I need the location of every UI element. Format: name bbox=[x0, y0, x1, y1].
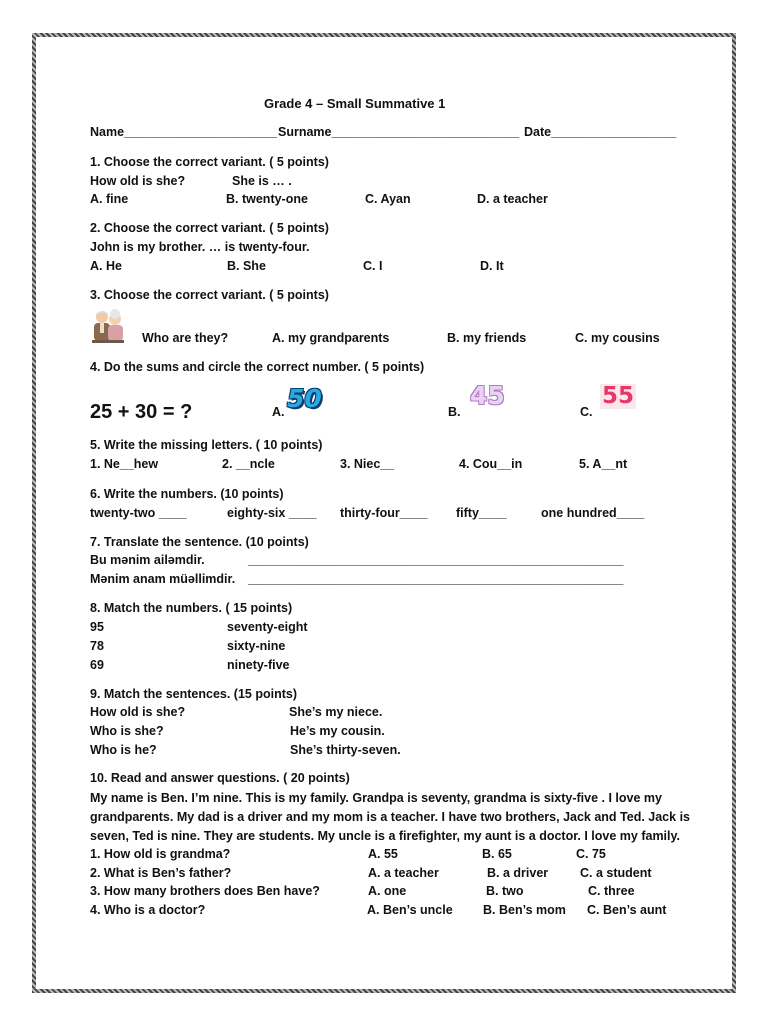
q5-item-3: 3. Niec__ bbox=[340, 457, 395, 471]
q9-left-2: Who is she? bbox=[90, 724, 164, 738]
q10-q4-option-b: B. Ben’s mom bbox=[483, 903, 566, 917]
q10-q4-option-c: C. Ben’s aunt bbox=[587, 903, 667, 917]
q1-prompt: She is … . bbox=[232, 174, 292, 188]
q10-question-3: 3. How many brothers does Ben have? bbox=[90, 884, 320, 898]
q4-sum: 25 + 30 = ? bbox=[90, 401, 193, 423]
q3-question: Who are they? bbox=[142, 331, 229, 345]
q4-number-45: 45 bbox=[470, 381, 505, 410]
q10-q3-option-b: B. two bbox=[486, 884, 524, 898]
q6-item-3: thirty-four____ bbox=[340, 506, 428, 520]
q10-question-4: 4. Who is a doctor? bbox=[90, 903, 206, 917]
q7-sentence-2: Mənim anam müəllimdir. bbox=[90, 572, 236, 586]
q10-q2-option-b: B. a driver bbox=[487, 866, 549, 880]
q6-item-4: fifty____ bbox=[456, 506, 507, 520]
q8-left-2: 78 bbox=[90, 639, 104, 653]
grandparents-icon bbox=[90, 306, 126, 344]
q8-left-3: 69 bbox=[90, 658, 104, 672]
q10-heading: 10. Read and answer questions. ( 20 points) bbox=[90, 771, 350, 785]
q2-option-c: C. I bbox=[363, 259, 383, 273]
q10-q2-option-a: A. a teacher bbox=[368, 866, 439, 880]
q3-heading: 3. Choose the correct variant. ( 5 points) bbox=[90, 288, 329, 302]
q10-question-2: 2. What is Ben’s father? bbox=[90, 866, 232, 880]
q1-option-c: C. Ayan bbox=[365, 192, 411, 206]
q5-item-4: 4. Cou__in bbox=[459, 457, 523, 471]
q3-option-b: B. my friends bbox=[447, 331, 527, 345]
q2-option-a: A. He bbox=[90, 259, 122, 273]
q1-heading: 1. Choose the correct variant. ( 5 points) bbox=[90, 155, 329, 169]
q1-option-b: B. twenty-one bbox=[226, 192, 308, 206]
q4-heading: 4. Do the sums and circle the correct number. ( 5 points) bbox=[90, 360, 425, 374]
name-field: Name______________________ bbox=[90, 125, 277, 139]
q8-right-3: ninety-five bbox=[227, 658, 290, 672]
q9-right-3: She’s thirty-seven. bbox=[290, 743, 401, 757]
q4-number-50: 50 bbox=[287, 384, 322, 413]
q10-q4-option-a: A. Ben’s uncle bbox=[367, 903, 453, 917]
date-field: Date__________________ bbox=[524, 125, 677, 139]
q9-right-1: She’s my niece. bbox=[289, 705, 383, 719]
q8-left-1: 95 bbox=[90, 620, 104, 634]
page-title: Grade 4 – Small Summative 1 bbox=[264, 96, 446, 111]
q1-option-d: D. a teacher bbox=[477, 192, 548, 206]
q7-answer-line-1: ______________________________________________________ bbox=[248, 553, 624, 567]
q7-sentence-1: Bu mənim ailəmdir. bbox=[90, 553, 205, 567]
q6-item-5: one hundred____ bbox=[541, 506, 645, 520]
q10-q2-option-c: C. a student bbox=[580, 866, 652, 880]
q10-question-1: 1. How old is grandma? bbox=[90, 847, 231, 861]
q10-q1-option-c: C. 75 bbox=[576, 847, 606, 861]
q6-heading: 6. Write the numbers. (10 points) bbox=[90, 487, 284, 501]
q9-left-1: How old is she? bbox=[90, 705, 186, 719]
q5-item-1: 1. Ne__hew bbox=[90, 457, 159, 471]
q10-q3-option-c: C. three bbox=[588, 884, 635, 898]
q9-left-3: Who is he? bbox=[90, 743, 157, 757]
q9-right-2: He’s my cousin. bbox=[290, 724, 385, 738]
surname-field: Surname___________________________ bbox=[278, 125, 520, 139]
q10-reading-paragraph: My name is Ben. I’m nine. This is my family. Grandpa is seventy, grandma is sixty-five . I love my grandparents. My dad is a driver and my mom is a teacher. I have two brothers, Jack and Ted. Jack is seven, Ted is nine. They are students. My uncle is a firefighter, my aunt is a doctor. I love my family. bbox=[90, 791, 690, 843]
q4-option-a-letter: A. bbox=[272, 405, 285, 419]
q4-option-c-letter: C. bbox=[580, 405, 593, 419]
q9-heading: 9. Match the sentences. (15 points) bbox=[90, 687, 297, 701]
q10-q1-option-a: A. 55 bbox=[368, 847, 398, 861]
q8-right-2: sixty-nine bbox=[227, 639, 286, 653]
q6-item-2: eighty-six ____ bbox=[227, 506, 317, 520]
q8-heading: 8. Match the numbers. ( 15 points) bbox=[90, 601, 293, 615]
q7-answer-line-2: ______________________________________________________ bbox=[248, 572, 624, 586]
q1-question: How old is she? bbox=[90, 174, 186, 188]
q7-heading: 7. Translate the sentence. (10 points) bbox=[90, 535, 309, 549]
q5-item-2: 2. __ncle bbox=[222, 457, 275, 471]
q4-option-b-letter: B. bbox=[448, 405, 461, 419]
q10-q1-option-b: B. 65 bbox=[482, 847, 512, 861]
q2-question: John is my brother. … is twenty-four. bbox=[90, 240, 310, 254]
q5-item-5: 5. A__nt bbox=[579, 457, 628, 471]
q2-option-d: D. It bbox=[480, 259, 504, 273]
q2-heading: 2. Choose the correct variant. ( 5 points) bbox=[90, 221, 329, 235]
q5-heading: 5. Write the missing letters. ( 10 points) bbox=[90, 438, 323, 452]
q1-option-a: A. fine bbox=[90, 192, 129, 206]
q3-option-a: A. my grandparents bbox=[272, 331, 390, 345]
q2-option-b: B. She bbox=[227, 259, 266, 273]
q6-item-1: twenty-two ____ bbox=[90, 506, 187, 520]
q4-number-55: 55 bbox=[602, 383, 635, 409]
q8-right-1: seventy-eight bbox=[227, 620, 308, 634]
q3-option-c: C. my cousins bbox=[575, 331, 660, 345]
q10-q3-option-a: A. one bbox=[368, 884, 407, 898]
